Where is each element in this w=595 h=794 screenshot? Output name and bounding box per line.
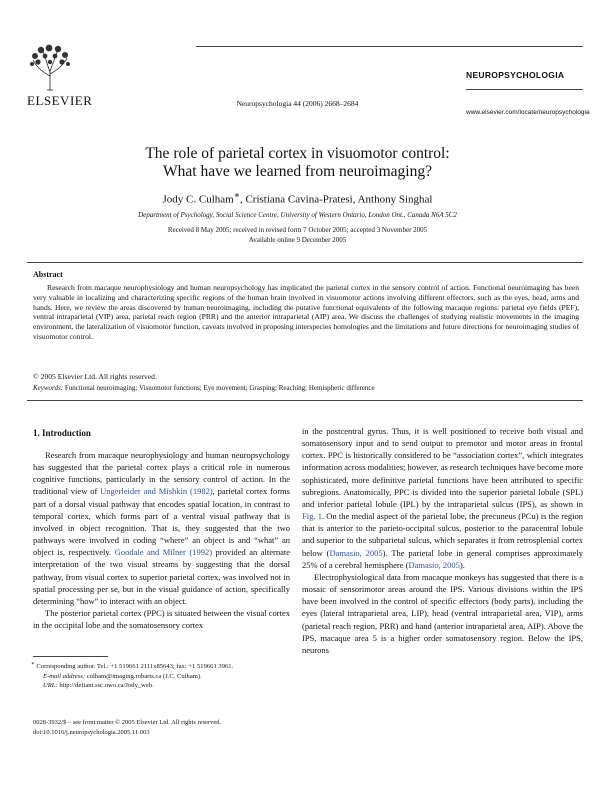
ref-damasio-1[interactable]: Damasio, 2005	[329, 547, 383, 558]
abstract-heading: Abstract	[33, 270, 63, 279]
author-url[interactable]: http://defiant.ssc.uwo.ca/Jody_web.	[59, 682, 154, 690]
issn-line: 0028-3932/$ – see front matter © 2005 Elsevier Ltd. All rights reserved.	[33, 719, 222, 726]
figure-1-link[interactable]: Fig. 1	[302, 511, 322, 522]
ref-goodale-milner[interactable]: Goodale and Milner (1992)	[114, 547, 213, 558]
abstract-text: Research from macaque neurophysiology and human neuropsychology has implicated the parietal cortex in the sensory control of action. Functional neuroimaging has been very valuable in localizing and characterizing specific regions of the human brain involved in visuomotor actions involving different effectors, such as the eyes, head, arms and hands. Here, we review the areas discovered by human neuroimaging, including the putative functional equivalents of the following macaque regions: parietal eye fields (PEF), ventral intraparietal (VIP) area, parietal reach region (PRR) and the anterior intraparietal (AIP) area. We discuss the challenges of studying realistic movements in the imaging environment, the lateralization of visuomotor function, caveats involved in proposing interspecies homologies and the limitations and future directions for neuroimaging studies of visuomotor control.	[33, 283, 579, 341]
intro-paragraph-2: The posterior parietal cortex (PPC) is situated between the visual cortex in the occipital lobe and the somatosensory cortex	[33, 608, 290, 631]
url-label: URL:	[43, 682, 58, 690]
right-column	[302, 425, 583, 656]
footnote-mark: ∗	[31, 661, 35, 667]
corresponding-mark[interactable]: ∗	[233, 190, 240, 200]
corresponding-author: Corresponding author. Tel.: +1 519661 2111x85643; fax: +1 519661 3961.	[36, 663, 234, 671]
journal-url[interactable]: www.elsevier.com/locate/neuropsychologia	[466, 109, 590, 116]
footnote-rule	[33, 656, 108, 657]
title-line-1: The role of parietal cortex in visuomotor control:	[145, 145, 450, 162]
journal-citation: Neuropsychologia 44 (2006) 2668–2684	[236, 99, 359, 108]
left-column	[33, 449, 290, 631]
ref-damasio-2[interactable]: Damasio, 2005	[408, 559, 460, 570]
ref-ungerleider-mishkin[interactable]: Ungerleider and Mishkin (1982)	[100, 486, 213, 497]
journal-brand: NEUROPSYCHOLOGIA	[466, 70, 565, 80]
article-title	[0, 145, 595, 181]
author-first: Jody C. Culham	[162, 193, 234, 206]
publisher-name: ELSEVIER	[27, 93, 93, 108]
footnote	[33, 660, 290, 691]
doi-line[interactable]: doi:10.1016/j.neuropsychologia.2005.11.003	[33, 728, 150, 736]
author-rest: , Cristiana Cavina-Pratesi, Anthony Singhal	[239, 193, 433, 206]
online-date: Available online 9 December 2005	[248, 236, 347, 244]
email-label: E-mail address:	[43, 672, 86, 680]
header-rule-right	[466, 46, 583, 47]
intro-paragraph-2-cont: in the postcentral gyrus. Thus, it is well positioned to receive both visual and somatosensory input and to send output to premotor and motor areas in frontal cortex. PPC is historically considered to be “association cortex”, which integrates information across modalities; however, as research techniques have become more sophisticated, more definitive parietal functions have been attributed to specific subregions. Anatomically, PPC is divided into the superior parietal lobule (SPL) and inferior parietal lobule (IPL) by the intraparietal sulcus (IPS), as shown in Fig. 1. On the medial aspect of the parietal lobe, the precuneus (PCu) is the region that is anterior to the parieto-occipital sulcus, posterior to the paracentral lobule and superior to the subparietal sulcus, which separates it from retrosplenial cortex below (Damasio, 2005). The parietal lobe in general comprises approximately 25% of a cerebral hemisphere (Damasio, 2005).	[302, 426, 584, 570]
keywords	[33, 384, 375, 392]
article-dates	[0, 225, 595, 245]
abstract-copyright: © 2005 Elsevier Ltd. All rights reserved.	[33, 372, 157, 381]
title-line-2: What have we learned from neuroimaging?	[163, 163, 432, 180]
keywords-label: Keywords:	[33, 384, 64, 392]
abstract-bottom-rule	[27, 400, 583, 401]
elsevier-tree-logo	[27, 42, 73, 92]
affiliation: Department of Psychology, Social Science Centre, University of Western Ontario, London Ont., Canada N6A 5C2	[138, 211, 457, 219]
authors	[0, 190, 595, 206]
intro-paragraph-3: Electrophysiological data from macaque monkeys has suggested that there is a mosaic of sensorimotor areas around the IPS. Various divisions within the IPS have been involved in the control of specific effectors (body parts), including the eyes (lateral intraparietal area, LIP), head (ventral intraparietal area, VIP), arms (parietal reach region, PRR) and hand (anterior intraparietal area, AIP). Above the IPS, macaque area 5 is a higher order somatosensory region. Below the IPS, neurons	[302, 571, 583, 655]
abstract-top-rule	[27, 262, 583, 263]
header-rule	[196, 46, 492, 47]
email-address[interactable]: culham@imaging.robarts.ca (J.C. Culham).	[86, 672, 202, 680]
brand-rule	[466, 89, 583, 90]
intro-paragraph-1: Research from macaque neurophysiology and human neuropsychology has suggested that the parietal cortex plays a critical role in numerous cognitive functions, particularly in the sensory control of action. In the traditional view of Ungerleider and Mishkin (1982), parietal cortex forms part of a dorsal visual pathway that encodes spatial location, in contrast to temporal cortex, which forms part of a ventral visual pathway that is involved in object recognition. That is, they suggested that the two pathways were involved in coding “where” an object is and “what” an object is, respectively. Goodale and Milner (1992) provided an alternate interpretation of the two visual streams by suggesting that the dorsal pathway, from visual cortex to superior parietal cortex, was involved not in spatial processing per se, but in the visual guidance of action, specifically determining “how” to interact with an object.	[33, 450, 290, 606]
received-dates: Received 8 May 2005; received in revised form 7 October 2005; accepted 3 November 2005	[167, 226, 428, 234]
section-heading-introduction: 1. Introduction	[33, 428, 91, 438]
keywords-text: Functional neuroimaging; Visuomotor functions; Eye movement; Grasping; Reaching; Hemispheric difference	[64, 384, 375, 392]
bottom-info	[33, 718, 221, 737]
